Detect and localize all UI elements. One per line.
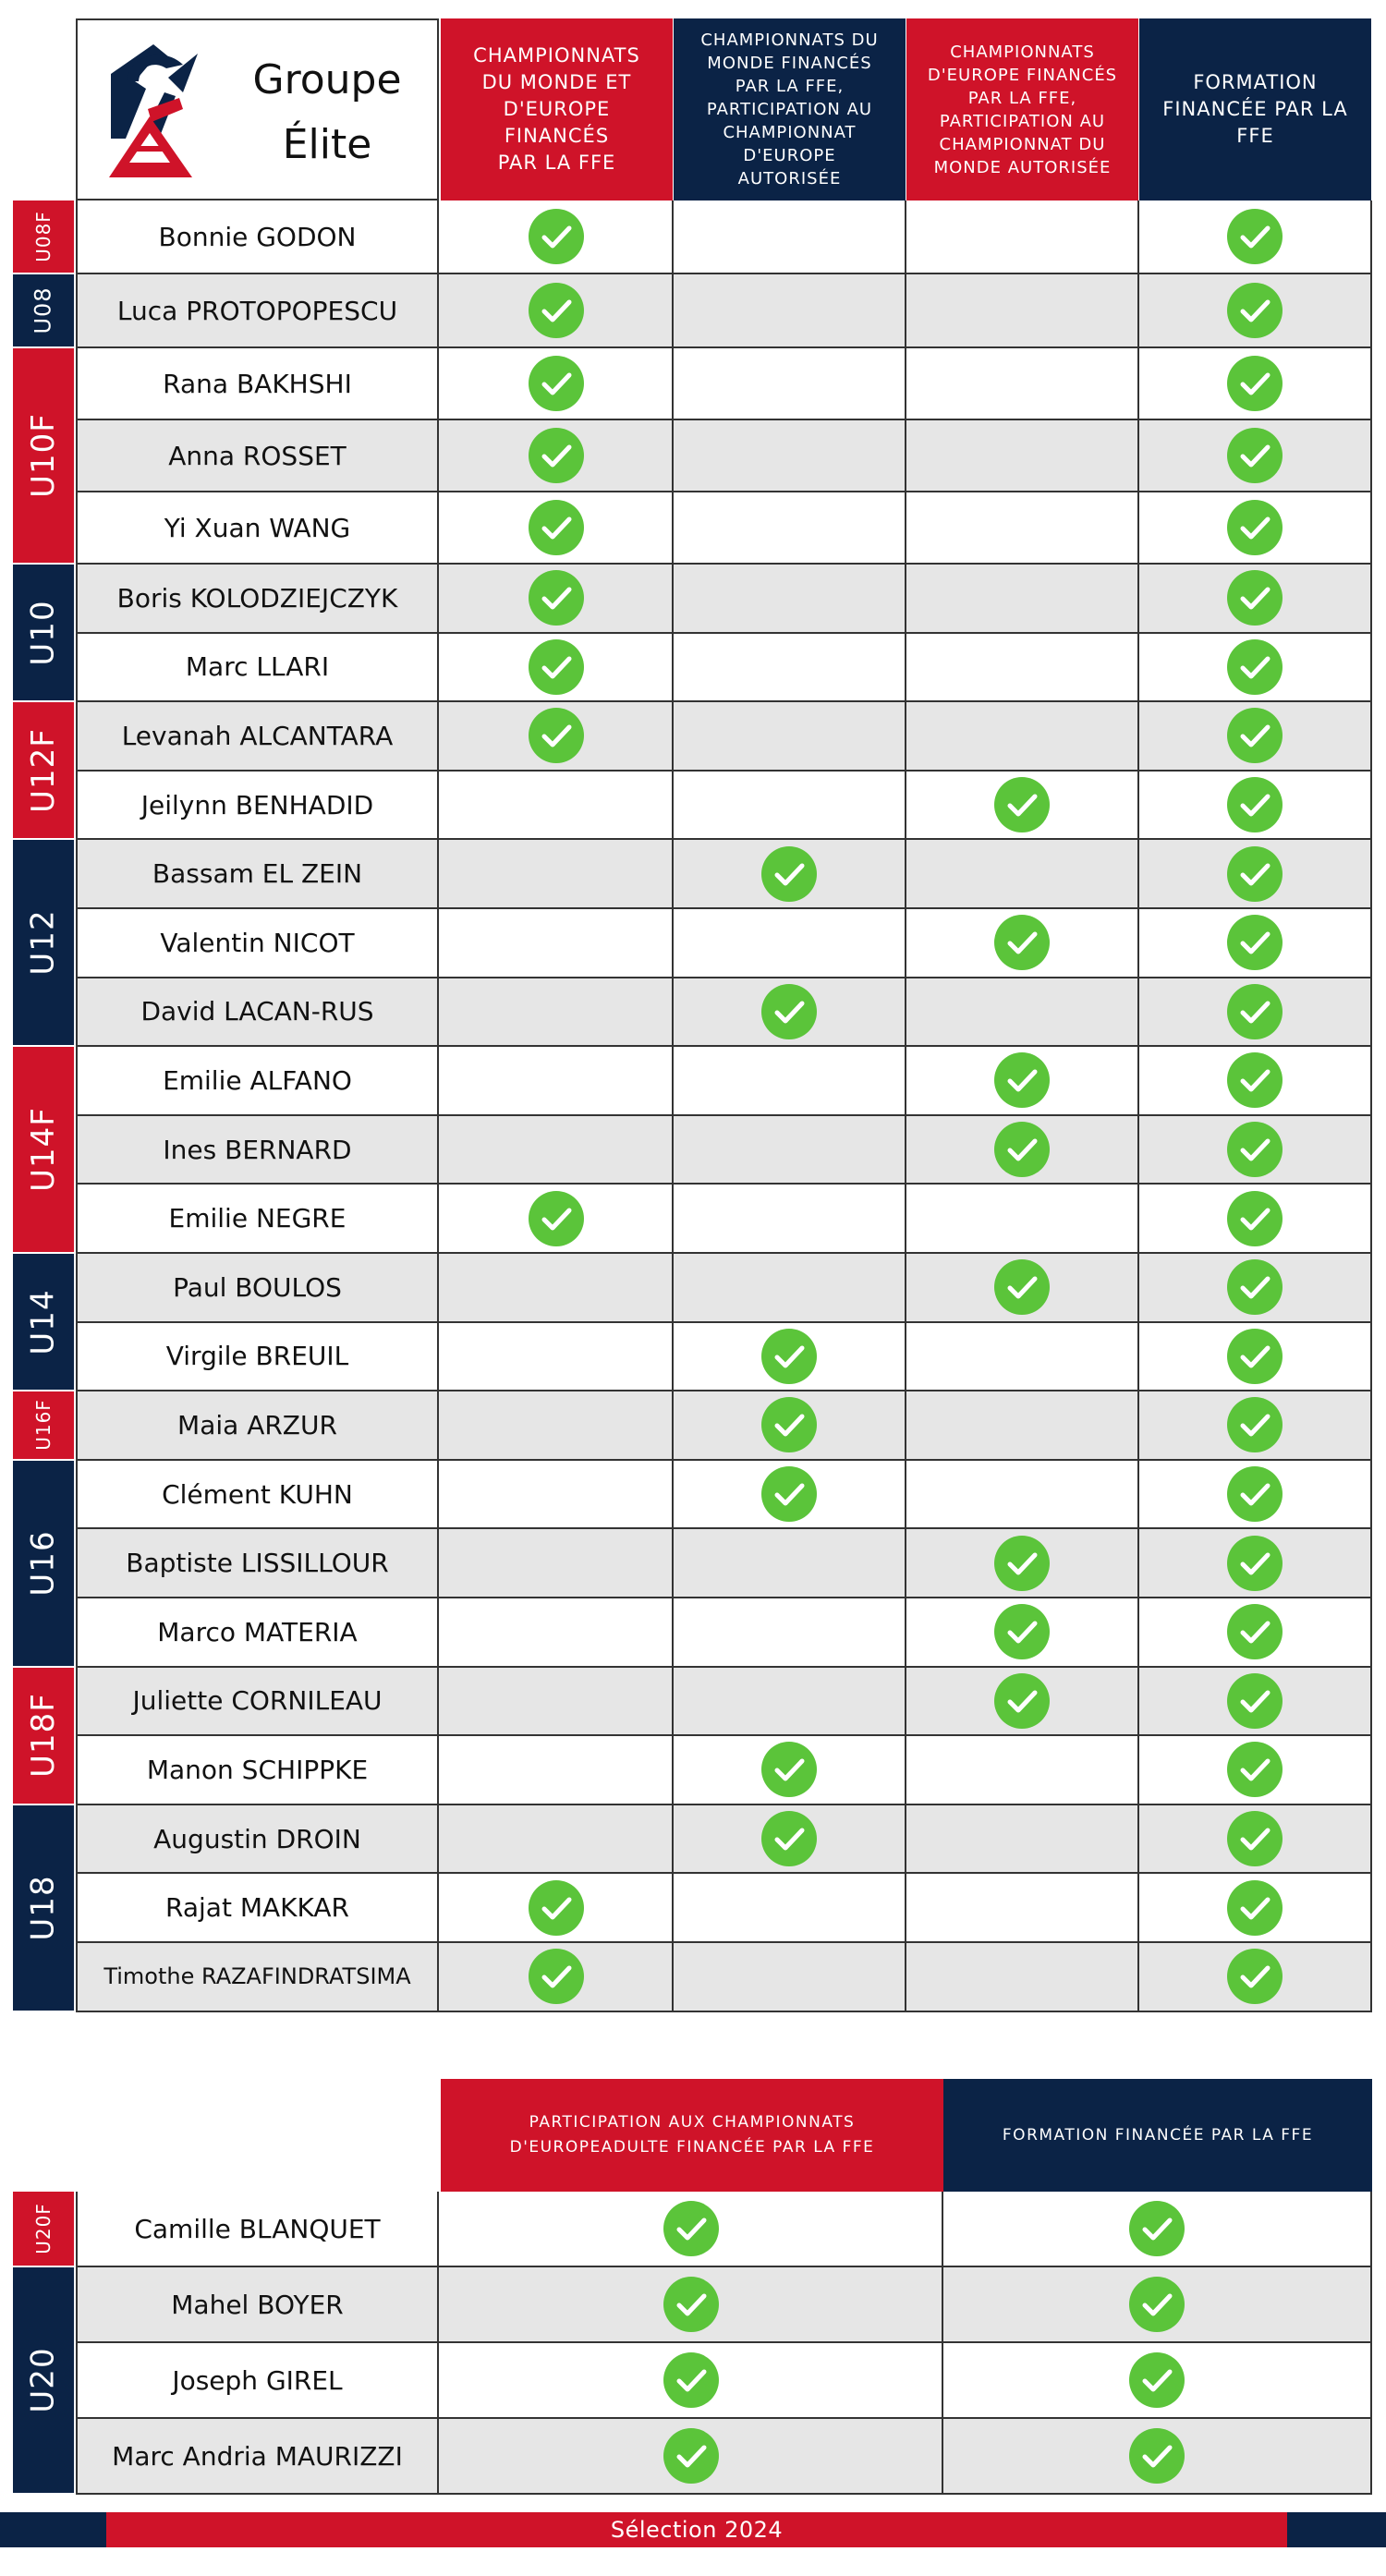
age-category-text: U12F	[25, 727, 62, 813]
check-cell	[906, 1598, 1139, 1666]
table-row	[76, 909, 1372, 978]
column-header-2	[943, 2079, 1372, 2192]
player-name: Jeilynn BENHADID	[76, 772, 439, 839]
check-cell	[441, 1047, 674, 1114]
column-header-line: FORMATION FINANCÉE PAR LA FFE	[1002, 2125, 1314, 2145]
check-cell	[674, 1805, 906, 1873]
check-cell	[1139, 1598, 1372, 1666]
age-category-label	[13, 1668, 74, 1805]
table-row	[76, 2192, 1372, 2267]
table-row	[76, 634, 1372, 703]
check-circle-icon	[1227, 570, 1283, 626]
player-name: Emilie NEGRE	[76, 1185, 439, 1252]
check-cell	[906, 1185, 1139, 1252]
table-row	[76, 1391, 1372, 1461]
check-cell	[441, 1185, 674, 1252]
age-category-label	[13, 200, 74, 274]
check-cell	[441, 2343, 943, 2417]
column-header-line: D'EUROPE	[503, 98, 611, 120]
column-header-line: FFE	[1236, 125, 1274, 147]
player-name: Augustin DROIN	[76, 1805, 439, 1873]
check-circle-icon	[994, 1122, 1050, 1177]
check-cell	[943, 2267, 1372, 2341]
check-cell	[441, 1874, 674, 1941]
check-circle-icon	[1227, 639, 1283, 695]
check-circle-icon	[1227, 777, 1283, 832]
check-cell	[1139, 1805, 1372, 1873]
age-category-text: U18	[25, 1875, 62, 1941]
player-name: Joseph GIREL	[76, 2343, 439, 2417]
check-cell	[1139, 492, 1372, 563]
column-header-line: PARTICIPATION AU	[706, 100, 873, 119]
check-cell	[906, 492, 1139, 563]
column-header-line: CHAMPIONNATS	[950, 42, 1095, 62]
player-name: Manon SCHIPPKE	[76, 1736, 439, 1804]
player-name: Levanah ALCANTARA	[76, 702, 439, 770]
check-circle-icon	[1227, 1329, 1283, 1384]
check-cell	[906, 1805, 1139, 1873]
check-cell	[906, 909, 1139, 977]
player-name: Bonnie GODON	[76, 200, 439, 273]
age-category-text: U16F	[32, 1399, 55, 1452]
player-name: Marc Andria MAURIZZI	[76, 2419, 439, 2493]
player-name: Anna ROSSET	[76, 420, 439, 491]
check-circle-icon	[761, 984, 817, 1039]
table-row	[76, 1736, 1372, 1805]
check-cell	[1139, 1254, 1372, 1321]
check-cell	[441, 1391, 674, 1459]
check-cell	[441, 2267, 943, 2341]
table-row	[76, 200, 1372, 274]
table-row	[76, 492, 1372, 565]
check-circle-icon	[1227, 1122, 1283, 1177]
check-circle-icon	[1227, 708, 1283, 763]
player-name: Marco MATERIA	[76, 1598, 439, 1666]
check-cell	[441, 274, 674, 346]
table-row	[76, 1185, 1372, 1254]
check-cell	[943, 2419, 1372, 2493]
check-cell	[674, 1461, 906, 1528]
logo-title-line1: Groupe	[252, 56, 402, 103]
column-header-line: MONDE FINANCÉS	[707, 54, 872, 73]
check-circle-icon	[1129, 2428, 1185, 2484]
check-cell	[674, 1047, 906, 1114]
check-cell	[906, 1323, 1139, 1391]
check-cell	[674, 1668, 906, 1735]
check-circle-icon	[1227, 428, 1283, 483]
age-category-text: U18F	[25, 1693, 62, 1779]
age-category-text: U20F	[32, 2203, 55, 2254]
check-cell	[906, 1874, 1139, 1941]
player-name: Maia ARZUR	[76, 1391, 439, 1459]
check-cell	[1139, 1874, 1372, 1941]
check-cell	[674, 702, 906, 770]
table-row	[76, 1529, 1372, 1598]
check-cell	[906, 1943, 1139, 2011]
age-category-label	[13, 702, 74, 840]
table-row	[76, 274, 1372, 348]
age-category-text: U20	[25, 2347, 62, 2413]
check-cell	[906, 1254, 1139, 1321]
main-table	[13, 18, 1372, 1990]
check-circle-icon	[529, 1191, 584, 1246]
check-cell	[1139, 840, 1372, 907]
check-cell	[441, 1805, 674, 1873]
check-cell	[674, 909, 906, 977]
table-row	[76, 1116, 1372, 1185]
player-name: Emilie ALFANO	[76, 1047, 439, 1114]
column-header-4	[1139, 18, 1372, 200]
check-cell	[1139, 1047, 1372, 1114]
check-cell	[1139, 1668, 1372, 1735]
check-cell	[441, 1598, 674, 1666]
check-circle-icon	[761, 1811, 817, 1866]
check-cell	[674, 1116, 906, 1184]
column-header-2	[674, 18, 906, 200]
check-cell	[906, 1736, 1139, 1804]
check-circle-icon	[663, 2428, 719, 2484]
age-category-text: U08	[30, 286, 56, 334]
check-cell	[674, 772, 906, 839]
check-circle-icon	[1227, 356, 1283, 411]
check-cell	[674, 840, 906, 907]
check-cell	[674, 200, 906, 273]
check-cell	[441, 909, 674, 977]
check-circle-icon	[994, 1536, 1050, 1591]
check-cell	[1139, 978, 1372, 1046]
check-cell	[906, 348, 1139, 419]
check-cell	[906, 1391, 1139, 1459]
age-category-label	[13, 1254, 74, 1391]
check-circle-icon	[663, 2352, 719, 2408]
check-cell	[906, 840, 1139, 907]
column-header-line: PAR LA FFE,	[967, 88, 1077, 108]
player-name: Juliette CORNILEAU	[76, 1668, 439, 1735]
check-cell	[906, 1529, 1139, 1597]
column-header-1	[441, 18, 674, 200]
check-cell	[441, 1116, 674, 1184]
table-row	[76, 1047, 1372, 1116]
check-cell	[1139, 909, 1372, 977]
check-circle-icon	[994, 1673, 1050, 1729]
age-category-label	[13, 274, 74, 348]
age-category-label	[13, 1805, 74, 2012]
table-row	[76, 420, 1372, 492]
check-circle-icon	[1227, 1466, 1283, 1522]
check-circle-icon	[994, 1604, 1050, 1659]
check-circle-icon	[994, 1052, 1050, 1108]
table-row	[76, 1323, 1372, 1392]
check-cell	[1139, 1323, 1372, 1391]
check-circle-icon	[1227, 1880, 1283, 1936]
check-cell	[1139, 702, 1372, 770]
column-header-line: CHAMPIONNAT DU	[939, 134, 1106, 154]
check-cell	[1139, 200, 1372, 273]
check-circle-icon	[529, 639, 584, 695]
check-cell	[1139, 1185, 1372, 1252]
check-cell	[1139, 1116, 1372, 1184]
check-circle-icon	[529, 570, 584, 626]
player-name: Bassam EL ZEIN	[76, 840, 439, 907]
check-cell	[674, 1736, 906, 1804]
check-circle-icon	[529, 356, 584, 411]
check-circle-icon	[1227, 846, 1283, 902]
check-circle-icon	[663, 2201, 719, 2256]
check-circle-icon	[529, 500, 584, 555]
player-name: Valentin NICOT	[76, 909, 439, 977]
check-cell	[906, 420, 1139, 491]
check-cell	[441, 1323, 674, 1391]
column-header-line: PAR LA FFE	[497, 152, 616, 174]
check-circle-icon	[1227, 1811, 1283, 1866]
check-cell	[441, 1254, 674, 1321]
table-row	[76, 978, 1372, 1048]
check-circle-icon	[1227, 1949, 1283, 2004]
check-cell	[906, 1047, 1139, 1114]
check-circle-icon	[529, 428, 584, 483]
check-cell	[1139, 274, 1372, 346]
player-name: Camille BLANQUET	[76, 2192, 439, 2266]
age-category-text: U14	[25, 1289, 62, 1355]
player-name: Marc LLARI	[76, 634, 439, 701]
column-header-line: CHAMPIONNATS	[473, 44, 640, 67]
check-circle-icon	[1227, 1742, 1283, 1797]
check-cell	[943, 2192, 1372, 2266]
table-row	[76, 1805, 1372, 1875]
check-circle-icon	[1227, 1536, 1283, 1591]
table-row	[76, 702, 1372, 772]
check-circle-icon	[761, 1329, 817, 1384]
player-name: Baptiste LISSILLOUR	[76, 1529, 439, 1597]
check-cell	[441, 2192, 943, 2266]
age-category-label	[13, 2192, 74, 2267]
age-category-text: U08F	[32, 211, 55, 262]
age-category-label	[13, 1047, 74, 1254]
check-circle-icon	[1227, 1191, 1283, 1246]
logo-title	[225, 48, 429, 177]
check-cell	[674, 1529, 906, 1597]
column-header-line: ADULTE FINANCÉE PAR LA FFE	[601, 2138, 875, 2157]
check-cell	[1139, 1461, 1372, 1528]
check-cell	[906, 274, 1139, 346]
check-circle-icon	[1227, 1259, 1283, 1315]
check-circle-icon	[529, 209, 584, 264]
footer	[0, 2512, 1386, 2547]
check-cell	[674, 492, 906, 563]
check-circle-icon	[1227, 915, 1283, 970]
table-row	[76, 2343, 1372, 2419]
column-header-line: FINANCÉS	[504, 125, 610, 147]
player-name: Yi Xuan WANG	[76, 492, 439, 563]
player-name: Paul BOULOS	[76, 1254, 439, 1321]
age-category-text: U16	[25, 1530, 62, 1597]
age-category-label	[13, 348, 74, 565]
table-row	[76, 2419, 1372, 2495]
check-cell	[441, 1461, 674, 1528]
check-cell	[441, 634, 674, 701]
chess-knight-logo-icon	[91, 37, 211, 185]
age-category-text: U14F	[25, 1107, 62, 1192]
main-table-header	[13, 18, 1372, 200]
player-name: Rajat MAKKAR	[76, 1874, 439, 1941]
age-category-text: U10	[25, 600, 62, 666]
check-cell	[1139, 1529, 1372, 1597]
table-row	[76, 565, 1372, 634]
table-row	[76, 1254, 1372, 1323]
table-row	[76, 1668, 1372, 1737]
check-circle-icon	[1227, 1052, 1283, 1108]
check-cell	[674, 274, 906, 346]
table-row	[76, 348, 1372, 420]
table-row	[76, 772, 1372, 841]
column-header-line: PARTICIPATION AU	[939, 111, 1106, 131]
check-cell	[906, 978, 1139, 1046]
age-category-label	[13, 1391, 74, 1461]
check-cell	[906, 1116, 1139, 1184]
check-cell	[441, 702, 674, 770]
column-header-line: MONDE AUTORISÉE	[933, 157, 1112, 177]
check-circle-icon	[1227, 1397, 1283, 1452]
column-header-1	[441, 2079, 943, 2192]
check-cell	[906, 1461, 1139, 1528]
column-header-line: FORMATION	[1193, 71, 1318, 93]
check-circle-icon	[529, 283, 584, 338]
check-circle-icon	[1227, 500, 1283, 555]
check-cell	[943, 2343, 1372, 2417]
player-name: Ines BERNARD	[76, 1116, 439, 1184]
check-cell	[1139, 634, 1372, 701]
column-header-line: D'EUROPE FINANCÉS	[927, 65, 1118, 85]
check-cell	[441, 772, 674, 839]
check-cell	[1139, 1943, 1372, 2011]
player-name: Virgile BREUIL	[76, 1323, 439, 1391]
check-cell	[674, 565, 906, 632]
check-circle-icon	[1227, 209, 1283, 264]
check-cell	[674, 1185, 906, 1252]
column-header-line: PARTICIPATION AUX CHAMPIONNATS D'EUROPE	[509, 2113, 856, 2157]
check-circle-icon	[994, 1259, 1050, 1315]
check-cell	[441, 492, 674, 563]
footer-title: Sélection 2024	[106, 2512, 1287, 2547]
age-category-label	[13, 840, 74, 1047]
check-cell	[674, 978, 906, 1046]
age-category-label	[13, 565, 74, 702]
check-cell	[906, 565, 1139, 632]
player-name: David LACAN-RUS	[76, 978, 439, 1046]
check-cell	[674, 1391, 906, 1459]
table-row	[76, 1598, 1372, 1668]
check-circle-icon	[1227, 283, 1283, 338]
check-circle-icon	[1227, 984, 1283, 1039]
check-cell	[441, 1668, 674, 1735]
check-circle-icon	[1227, 1604, 1283, 1659]
check-cell	[674, 1254, 906, 1321]
table-row	[76, 2267, 1372, 2343]
age-category-text: U10F	[25, 413, 62, 498]
check-cell	[1139, 1391, 1372, 1459]
table-row	[76, 1943, 1372, 2012]
column-header-line: DU MONDE ET	[481, 71, 632, 93]
player-name: Clément KUHN	[76, 1461, 439, 1528]
check-circle-icon	[761, 846, 817, 902]
check-cell	[441, 200, 674, 273]
check-circle-icon	[529, 1880, 584, 1936]
check-cell	[441, 1529, 674, 1597]
player-name: Boris KOLODZIEJCZYK	[76, 565, 439, 632]
column-header-line: D'EUROPE	[743, 146, 836, 165]
check-circle-icon	[994, 777, 1050, 832]
check-cell	[441, 565, 674, 632]
check-circle-icon	[663, 2277, 719, 2332]
check-cell	[441, 1943, 674, 2011]
check-cell	[441, 2419, 943, 2493]
logo-title-line2: Élite	[282, 121, 372, 168]
check-circle-icon	[529, 1949, 584, 2004]
age-category-text: U12	[25, 909, 62, 976]
check-cell	[906, 200, 1139, 273]
logo-cell	[76, 18, 439, 200]
column-header-line: FINANCÉE PAR LA	[1162, 98, 1348, 120]
check-cell	[1139, 348, 1372, 419]
column-header-line: CHAMPIONNATS DU	[700, 30, 879, 50]
check-cell	[674, 1943, 906, 2011]
age-category-label	[13, 1461, 74, 1668]
check-cell	[1139, 565, 1372, 632]
column-header-3	[906, 18, 1139, 200]
table-row	[76, 840, 1372, 909]
check-cell	[1139, 420, 1372, 491]
check-circle-icon	[529, 708, 584, 763]
check-cell	[441, 978, 674, 1046]
check-cell	[906, 634, 1139, 701]
check-circle-icon	[761, 1742, 817, 1797]
check-cell	[1139, 1736, 1372, 1804]
table-row	[76, 1874, 1372, 1943]
check-cell	[674, 1598, 906, 1666]
check-cell	[906, 772, 1139, 839]
check-cell	[674, 1874, 906, 1941]
check-cell	[441, 840, 674, 907]
column-header-line: CHAMPIONNAT	[723, 123, 857, 142]
check-cell	[1139, 772, 1372, 839]
check-cell	[674, 348, 906, 419]
check-cell	[674, 1323, 906, 1391]
check-cell	[674, 634, 906, 701]
check-circle-icon	[1129, 2352, 1185, 2408]
column-header-line: AUTORISÉE	[737, 169, 842, 188]
check-circle-icon	[1129, 2201, 1185, 2256]
table-row	[76, 1461, 1372, 1530]
check-cell	[441, 348, 674, 419]
age-category-label	[13, 2267, 74, 2495]
check-circle-icon	[1227, 1673, 1283, 1729]
player-name: Rana BAKHSHI	[76, 348, 439, 419]
column-header-line: PAR LA FFE,	[735, 77, 845, 96]
check-cell	[441, 420, 674, 491]
check-cell	[441, 1736, 674, 1804]
check-circle-icon	[761, 1397, 817, 1452]
check-cell	[674, 420, 906, 491]
check-circle-icon	[994, 915, 1050, 970]
check-cell	[906, 1668, 1139, 1735]
player-name: Timothe RAZAFINDRATSIMA	[76, 1943, 439, 2011]
check-circle-icon	[1129, 2277, 1185, 2332]
check-cell	[906, 702, 1139, 770]
check-circle-icon	[761, 1466, 817, 1522]
player-name: Luca PROTOPOPESCU	[76, 274, 439, 346]
player-name: Mahel BOYER	[76, 2267, 439, 2341]
